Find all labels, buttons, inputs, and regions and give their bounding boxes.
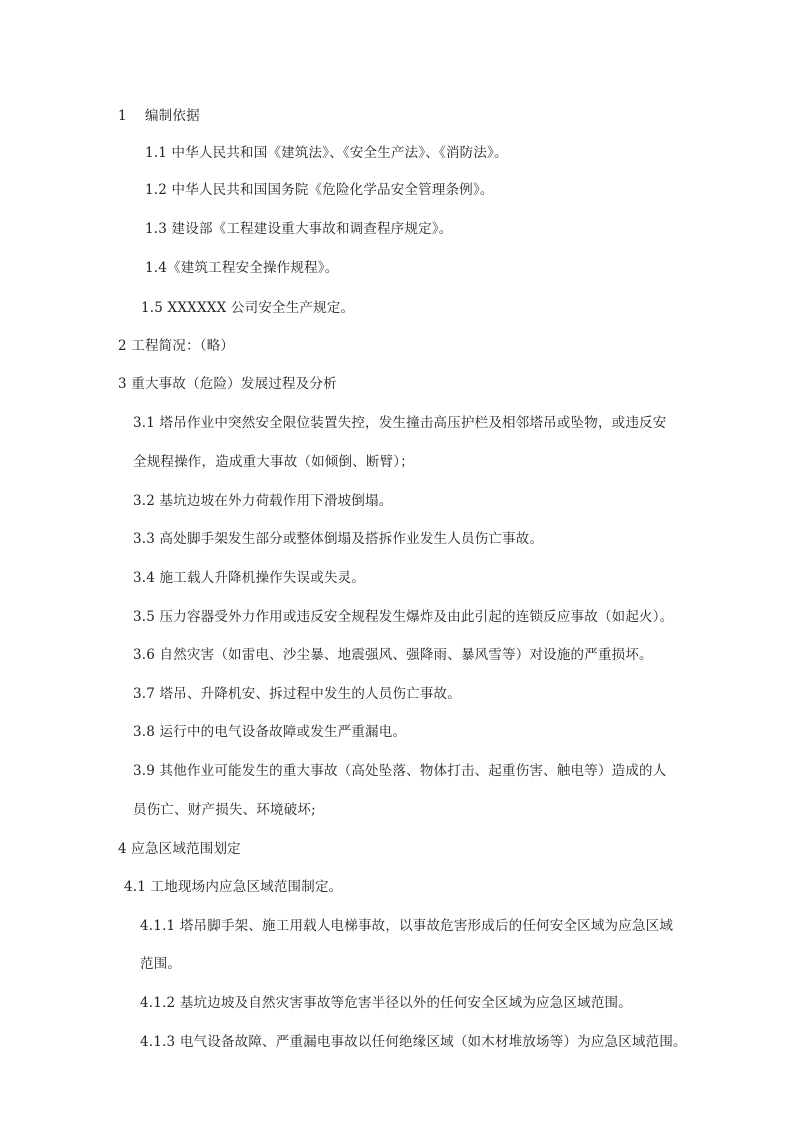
- section-heading: 1 编制依据: [118, 108, 200, 124]
- paragraph: 1.1 中华人民共和国《建筑法》、《安全生产法》、《消防法》。: [145, 145, 508, 161]
- paragraph: 3.6 自然灾害（如雷电、沙尘暴、地震强风、强降雨、暴风雪等）对设施的严重损坏。: [133, 647, 653, 663]
- paragraph: 4.1.2 基坑边坡及自然灾害事故等危害半径以外的任何安全区域为应急区域范围。: [140, 995, 632, 1011]
- paragraph: 1.3 建设部《工程建设重大事故和调查程序规定》。: [145, 221, 453, 237]
- paragraph: 3.9 其他作业可能发生的重大事故（高处坠落、物体打击、起重伤害、触电等）造成的人: [133, 763, 667, 779]
- paragraph: 1.4《建筑工程安全操作规程》。: [145, 260, 339, 276]
- paragraph: 全规程操作，造成重大事故（如倾倒、断臂）；: [133, 454, 414, 470]
- section-heading: 4 应急区域范围划定: [118, 841, 241, 857]
- paragraph: 4.1 工地现场内应急区域范围制定。: [124, 879, 343, 895]
- paragraph: 1.5 XXXXXX 公司安全生产规定。: [141, 300, 355, 316]
- section-heading: 3 重大事故（危险）发展过程及分析: [118, 376, 337, 392]
- paragraph: 1.2 中华人民共和国国务院《危险化学品安全管理条例》。: [145, 182, 494, 198]
- paragraph: 3.4 施工载人升降机操作失误或失灵。: [133, 570, 366, 586]
- paragraph: 3.8 运行中的电气设备故障或发生严重漏电。: [133, 724, 407, 740]
- paragraph: 4.1.3 电气设备故障、严重漏电事故以任何绝缘区域（如木材堆放场等）为应急区域范围。: [140, 1034, 687, 1050]
- paragraph: 范围。: [140, 956, 182, 972]
- paragraph: 3.5 压力容器受外力作用或违反安全规程发生爆炸及由此引起的连锁反应事故（如起火）。: [133, 609, 674, 625]
- section-heading: 2 工程简况：（略）: [118, 338, 235, 354]
- paragraph: 3.3 高处脚手架发生部分或整体倒塌及搭拆作业发生人员伤亡事故。: [133, 531, 544, 547]
- paragraph: 3.7 塔吊、升降机安、拆过程中发生的人员伤亡事故。: [133, 686, 461, 702]
- paragraph: 3.2 基坑边坡在外力荷载作用下滑坡倒塌。: [133, 493, 393, 509]
- paragraph: 员伤亡、财产损失、环境破坏;: [133, 802, 316, 818]
- paragraph: 3.1 塔吊作业中突然安全限位装置失控，发生撞击高压护栏及相邻塔吊或坠物，或违反安: [133, 415, 667, 431]
- paragraph: 4.1.1 塔吊脚手架、施工用载人电梯事故，以事故危害形成后的任何安全区域为应急区域: [140, 918, 674, 934]
